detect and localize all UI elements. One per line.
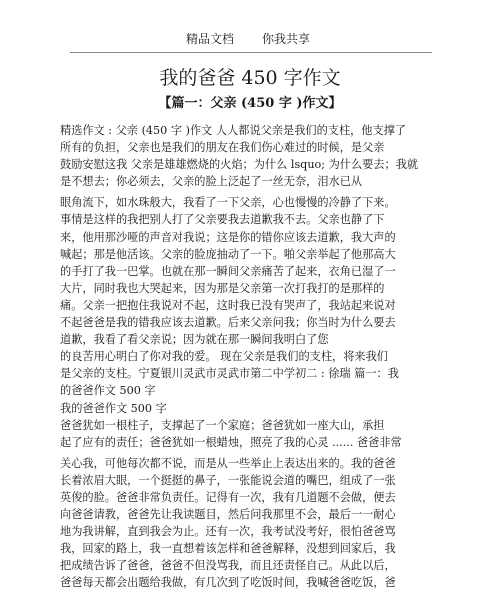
body-line: 长着浓眉大眼，一个挺挺的鼻子，一张能说会道的嘴巴，组成了一张 [60, 473, 396, 487]
body-line: 所有的负担，父亲也是我们的朋友在我们伤心难过的时候，是父亲 [60, 141, 385, 155]
body-line: 来，他用那沙哑的声音对我说；这是你的错你应该去道歉，我大声的 [60, 230, 396, 244]
body-line: 我，回家的路上，我一直想着该怎样和爸爸解释，没想到回家后，我 [60, 542, 396, 556]
document-body [60, 122, 430, 592]
body-line: 事情是这样的我把别人打了父亲要我去道歉我不去。父亲也静了下 [60, 213, 385, 227]
body-line: 道歉，我看了看父亲说；因为就在那一瞬间我明白了您 [60, 333, 329, 347]
header-left-text: 精品文档 [186, 32, 235, 46]
header-right-text: 你我共享 [262, 32, 311, 46]
body-line: 把成绩告诉了爸爸，爸爸不但没骂我，而且还责怪自己。从此以后， [60, 559, 396, 573]
body-line: 是父亲的支柱。宁夏银川灵武市灵武市第二中学初二 : 徐瑞 篇一：我 [60, 367, 399, 381]
header-divider [70, 52, 432, 53]
body-line: 向爸爸请教，爸爸先让我读题目，然后问我那里不会，最后一一耐心 [60, 508, 396, 522]
body-line: 痛。父亲一把抱住我说对不起，这时我已没有哭声了，我站起来说对 [60, 298, 396, 312]
body-line: 我的爸爸作文 500 字 [60, 401, 167, 415]
body-line: 爸爸犹如一根柱子，支撑起了一个家庭；爸爸犹如一座大山，承担 [60, 418, 385, 432]
body-line: 的爸爸作文 500 字 [60, 384, 156, 398]
body-line: 精选作文 : 父亲 (450 字 )作文 人人都说父亲是我们的支柱，他支撑了 [60, 124, 407, 137]
body-line: 鼓励安慰这我 父亲是雄雄燃烧的火焰；为什么 lsquo; 为什么要去；我就 [60, 158, 419, 172]
document-title: 我的爸爸 450 字作文 [159, 67, 341, 89]
body-line: 眼角流下，如水珠般大，我看了一下父亲，心也慢慢的冷静了下来。 [60, 196, 396, 210]
body-line: 大片，同时我也大哭起来，因为那是父亲第一次打我打的是那样的 [60, 281, 385, 295]
body-line: 起了应有的责任；爸爸犹如一根蜡烛，照亮了我的心灵 ...... 爸爸非常 [60, 435, 402, 449]
body-line: 关心我，可他每次都不说，而是从一些举止上表达出来的。我的爸爸 [60, 456, 396, 470]
body-line: 英俊的脸。爸爸非常负责任。记得有一次，我有几道题不会做，便去 [60, 490, 396, 504]
body-line: 不起爸爸是我的错我应该去道歉。后来父亲问我；你当时为什么要去 [60, 316, 396, 330]
body-line: 地为我讲解，直到我会为止。还有一次，我考试没考好，很怕爸爸骂 [60, 525, 396, 539]
document-subtitle: 【篇一：父亲 (450 字 )作文】 [158, 96, 342, 111]
page-header [0, 30, 500, 52]
body-line: 的手打了我一巴掌。也就在那一瞬间父亲痛苦了起来，衣角已湿了一 [60, 264, 396, 278]
body-line: 是不想去；你必须去，父亲的脸上泛起了一丝无奈，泪水已从 [60, 175, 363, 189]
body-line: 的良苦用心明白了你对我的爱。 现在父亲是我们的支柱，将来我们 [60, 350, 388, 364]
body-line: 爸爸每天都会出题给我做，有几次到了吃饭时间，我喊爸爸吃饭，爸 [60, 576, 396, 590]
body-line: 喊起；那是他活该。父亲的脸庞抽动了一下。啪父亲举起了他那高大 [60, 247, 396, 261]
